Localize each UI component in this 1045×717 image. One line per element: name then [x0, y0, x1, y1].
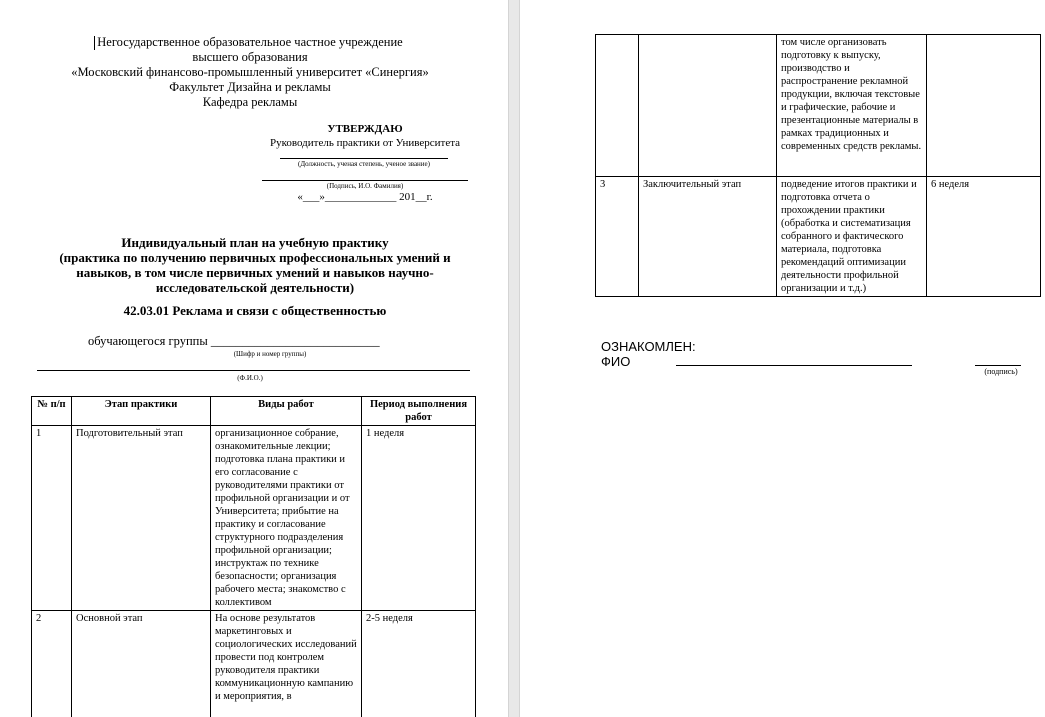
fio-hint: (Ф.И.О.) [237, 374, 263, 382]
table-row [596, 35, 1041, 177]
plan-title-line-4: исследовательской деятельности) [155, 280, 355, 295]
row-period: 6 неделя [927, 177, 1041, 297]
approve-date-line: «___»_____________ 201__г. [297, 191, 433, 203]
approve-title: УТВЕРЖДАЮ [327, 123, 403, 135]
ack-fio-label: ФИО [601, 354, 631, 369]
ack-signature-hint: (подпись) [984, 367, 1018, 376]
header-line-1: Негосударственное образовательное частное учреждение [97, 35, 403, 49]
signature-line [262, 180, 468, 181]
row-num: 3 [596, 177, 639, 297]
row-work: том числе организовать подготовку к выпуску, производство и распространение рекламной продукции, включая текстовые и графические, рабочие и презентационные материалы в рамках традиционных и современных средств рекламы. [777, 35, 927, 177]
header-line-3: «Московский финансово-промышленный университет «Синергия» [71, 65, 429, 79]
row-stage: Заключительный этап [639, 177, 777, 297]
table-row [32, 426, 476, 611]
header-stage: Этап практики [72, 397, 211, 426]
fio-line [37, 370, 470, 371]
signature-hint: (Подпись, И.О. Фамилия) [326, 182, 404, 190]
row-period [927, 35, 1041, 177]
approve-subtitle: Руководитель практики от Университета [269, 137, 461, 149]
ack-signature-line [975, 365, 1021, 366]
row-num: 2 [32, 611, 72, 717]
row-work: На основе результатов маркетинговых и социологических исследований провести под контролем руководителя практики коммуникационную кампанию и мероприятия, в [211, 611, 362, 717]
document-page-2 [520, 0, 1045, 717]
page-gutter [508, 0, 520, 717]
row-work: подведение итогов практики и подготовка отчета о прохождении практики (обработка и систематизация собранного и фактического материала, подготовка рекомендаций оптимизации деятельности профильной организации и т.д.) [777, 177, 927, 297]
practice-plan-table-continued [595, 34, 1041, 297]
position-hint: (Должность, ученая степень, ученое звание) [298, 160, 430, 168]
row-period: 1 неделя [362, 426, 476, 611]
plan-title-line-1: Индивидуальный план на учебную практику [121, 235, 389, 250]
specialty-code: 42.03.01 Реклама и связи с общественностью [123, 303, 387, 318]
header-period: Период выполнения работ [362, 397, 476, 426]
row-period: 2-5 неделя [362, 611, 476, 717]
plan-title-line-2: (практика по получению первичных профессиональных умений и [59, 250, 451, 265]
table-row [596, 177, 1041, 297]
row-num: 1 [32, 426, 72, 611]
position-line [280, 158, 448, 159]
table-row [32, 611, 476, 717]
practice-plan-table [31, 396, 476, 717]
row-stage: Основной этап [72, 611, 211, 717]
header-line-2: высшего образования [192, 50, 308, 64]
row-stage: Подготовительный этап [72, 426, 211, 611]
header-num: № п/п [32, 397, 72, 426]
ack-title: ОЗНАКОМЛЕН: [601, 339, 696, 354]
row-stage [639, 35, 777, 177]
row-work: организационное собрание, ознакомительные лекции; подготовка плана практики и его согласование с руководителями практики от профильной организации и от Университета; прибытие на практику и согласование структурного подразделения профильной организации; инструктаж по технике безопасности; организация рабочего места; знакомство с коллективом [211, 426, 362, 611]
document-page-1 [0, 0, 508, 717]
header-line-5: Кафедра рекламы [202, 95, 298, 109]
ack-fio-line [676, 365, 912, 366]
table-header-row [32, 397, 476, 426]
header-work: Виды работ [211, 397, 362, 426]
plan-title-line-3: навыков, в том числе первичных умений и навыков научно- [76, 265, 434, 280]
row-num [596, 35, 639, 177]
student-group-label: обучающегося группы ___________________________ [88, 334, 380, 348]
group-hint: (Шифр и номер группы) [233, 350, 307, 358]
header-line-4: Факультет Дизайна и рекламы [169, 80, 331, 94]
